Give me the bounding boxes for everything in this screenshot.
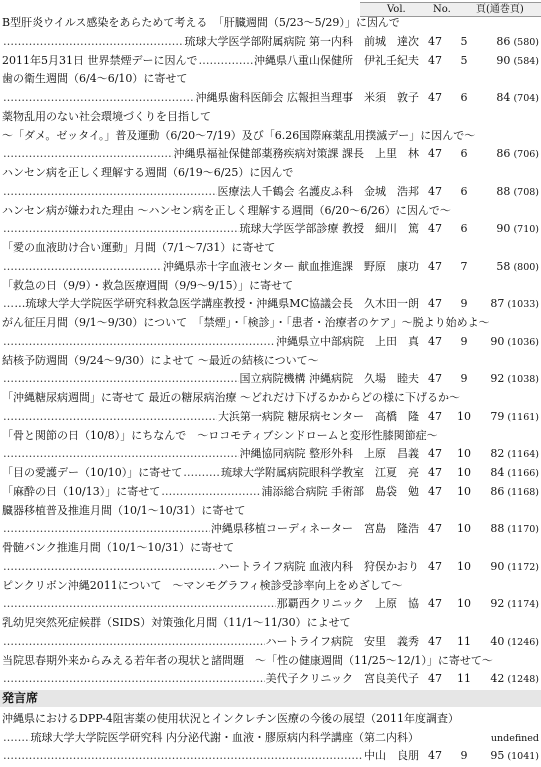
entry-no: 5 xyxy=(460,34,468,48)
entry-page-number: 86 xyxy=(496,34,511,48)
entry-vol: 47 xyxy=(428,522,442,536)
entry-author: 浦添総合病院 手術部 島袋 勉 xyxy=(261,484,419,498)
entry-no: 9 xyxy=(460,749,468,762)
entry-total-page: (1041) xyxy=(504,751,539,762)
toc-row xyxy=(2,463,539,483)
entry-no: 11 xyxy=(457,634,471,648)
entry-author: 沖縄県立中部病院 上田 真 xyxy=(276,334,419,348)
entry-line xyxy=(2,728,419,748)
toc-row xyxy=(2,557,539,577)
entry-total-page: (1166) xyxy=(504,468,539,479)
entry-title[interactable]: 当院思春期外来からみえる若年者の現状と諸問題 ～「性の健康週間（11/25～12/1）」に寄せて～ xyxy=(2,653,493,667)
leader-dots xyxy=(199,51,254,71)
entry-author: 琉球大学附属病院眼科学教室 江夏 亮 xyxy=(221,466,419,479)
entry-page-number: 92 xyxy=(490,372,505,386)
entry-no: 6 xyxy=(460,147,468,161)
entry-vol: 47 xyxy=(428,559,442,573)
entry-vol: 47 xyxy=(428,672,442,686)
entry-page xyxy=(481,557,539,577)
toc-row xyxy=(2,728,539,748)
entry-title[interactable]: 「愛の血液助け合い運動」月間（7/1～7/31）に寄せて xyxy=(2,241,276,254)
leader-dots xyxy=(3,88,195,108)
entry-vol: 47 xyxy=(428,34,442,48)
entry-title[interactable]: 歯の衛生週間（6/4～6/10）に寄せて xyxy=(2,72,188,86)
entry-total-page: (706) xyxy=(510,149,539,161)
toc-row xyxy=(2,51,539,71)
toc-row xyxy=(2,13,539,33)
entry-author: 大浜第一病院 糖尿病センター 高橋 隆 xyxy=(217,409,419,423)
entry-page-number: 86 xyxy=(490,484,505,498)
leader-dots xyxy=(3,182,217,202)
entry-page-number: 90 xyxy=(496,222,511,236)
entry-no: 9 xyxy=(460,372,468,386)
entry-no: 10 xyxy=(457,597,471,611)
leader-dots xyxy=(3,557,217,577)
entry-total-page: (800) xyxy=(510,261,539,273)
entry-page-number: 90 xyxy=(496,53,511,67)
section-title: 発言席 xyxy=(2,691,39,705)
entry-no xyxy=(457,728,471,748)
entry-vol: 47 xyxy=(428,484,442,498)
entry-page xyxy=(481,219,539,239)
leader-dots xyxy=(3,257,162,277)
toc-row xyxy=(2,444,539,464)
toc-row xyxy=(2,32,539,52)
toc-row xyxy=(2,576,539,596)
toc-row xyxy=(2,746,539,766)
entry-no: 6 xyxy=(460,222,468,236)
entry-vol: 47 xyxy=(428,53,442,67)
toc-row xyxy=(2,651,539,671)
entry-line xyxy=(2,369,419,389)
leader-dots xyxy=(3,332,275,352)
entry-page xyxy=(481,88,539,108)
entry-total-page: (710) xyxy=(510,224,539,236)
entry-no: 6 xyxy=(460,184,468,198)
entry-no: 10 xyxy=(457,409,471,423)
entry-line xyxy=(2,88,419,108)
entry-author: 那覇西クリニック 上原 協 xyxy=(276,597,419,611)
entry-line xyxy=(2,669,419,689)
entry-title[interactable]: ハンセン病が嫌われた理由 ～ハンセン病を正しく理解する週間（6/20～6/26）に因んで～ xyxy=(2,203,451,217)
entry-author: 美代子クリニック 宮良美代子 xyxy=(265,672,419,686)
entry-page-number: 84 xyxy=(490,466,505,479)
header-vol: Vol. xyxy=(387,4,406,15)
leader-dots xyxy=(3,144,173,164)
leader-dots xyxy=(3,32,184,52)
entry-vol: 47 xyxy=(428,466,442,479)
entry-author: 医療法人千鶴会 名護皮ふ科 金城 浩邦 xyxy=(217,184,419,198)
entry-author: 沖縄協同病院 整形外科 上原 昌義 xyxy=(239,447,419,461)
entry-line xyxy=(2,746,419,766)
entry-page-number: 90 xyxy=(490,334,505,348)
entry-line xyxy=(2,219,419,239)
toc-row xyxy=(2,69,539,89)
entry-line xyxy=(2,444,419,464)
leader-dots xyxy=(161,482,260,502)
entry-total-page: (580) xyxy=(510,36,539,48)
entry-no: 10 xyxy=(457,559,471,573)
toc-row xyxy=(2,313,539,333)
entry-no: 10 xyxy=(457,484,471,498)
leader-dots xyxy=(3,407,217,427)
entry-page xyxy=(481,257,539,277)
entry-title[interactable]: 骨髄バンク推進月間（10/1～10/31）に寄せて xyxy=(2,541,235,554)
entry-line xyxy=(2,632,419,652)
entry-page xyxy=(481,463,539,483)
leader-dots xyxy=(3,369,239,389)
entry-page xyxy=(481,369,539,389)
entry-page xyxy=(481,444,539,464)
entry-total-page: (1170) xyxy=(504,524,539,536)
entry-title[interactable]: 臓器移植普及推進月間（10/1～10/31）に寄せて xyxy=(2,503,246,517)
toc-row xyxy=(2,219,539,239)
entry-vol: 47 xyxy=(428,222,442,236)
leader-dots xyxy=(3,746,363,766)
entry-total-page: (708) xyxy=(510,186,539,198)
entry-total-page: (1038) xyxy=(504,374,539,386)
toc-row xyxy=(2,88,539,108)
entry-total-page: (704) xyxy=(510,93,539,104)
toc-row xyxy=(2,182,539,202)
toc-row xyxy=(2,163,539,183)
toc-row xyxy=(2,332,539,352)
entry-no: 9 xyxy=(460,334,468,348)
entry-author: 沖縄県八重山保健所 伊礼壬紀夫 xyxy=(254,53,419,67)
toc-row xyxy=(2,426,539,446)
entry-author: 沖縄県歯科医師会 広報担当理事 米須 敦子 xyxy=(195,91,419,104)
entry-page xyxy=(481,294,539,314)
leader-dots xyxy=(3,519,210,539)
entry-title[interactable]: 「目の愛護デー（10/10）」に寄せて xyxy=(2,466,183,479)
toc-row xyxy=(2,709,539,729)
toc-row xyxy=(2,538,539,558)
entry-author: 沖縄県移植コーディネーター 宮島 隆浩 xyxy=(210,522,419,536)
section-bar xyxy=(0,690,541,707)
entry-page-number: 95 xyxy=(490,749,505,762)
entry-page xyxy=(481,728,539,748)
entry-page-number: 82 xyxy=(490,447,505,461)
toc-row xyxy=(2,632,539,652)
entry-line xyxy=(2,557,419,577)
leader-dots xyxy=(3,669,265,689)
entry-page xyxy=(481,407,539,427)
toc-row xyxy=(2,257,539,277)
entry-title[interactable]: 乳幼児突然死症候群（SIDS）対策強化月間（11/1～11/30）によせて xyxy=(2,616,351,629)
leader-dots xyxy=(183,463,220,483)
entry-page xyxy=(481,482,539,502)
entry-vol: 47 xyxy=(428,184,442,198)
entry-total-page: (1246) xyxy=(504,636,539,648)
entry-no: 7 xyxy=(460,259,468,273)
entry-page-number: 90 xyxy=(490,559,505,573)
entry-title[interactable]: 「麻酔の日（10/13）」に寄せて xyxy=(2,484,161,498)
entry-no: 11 xyxy=(457,672,471,686)
entry-title[interactable]: 「沖縄糖尿病週間」に寄せて 最近の糖尿病治療 ～どれだけ下げるかからどの様に下げるか～ xyxy=(2,391,460,404)
entry-page-number: 92 xyxy=(490,597,505,611)
entry-page xyxy=(481,632,539,652)
entry-line xyxy=(2,463,419,483)
entry-page-number: 87 xyxy=(490,297,505,311)
entry-vol: 47 xyxy=(428,147,442,161)
entry-title[interactable]: がん征圧月間（9/1～9/30）について 「禁煙」・「検診」・「患者・治療者のケア」～脱より始めよ～ xyxy=(2,316,490,329)
entry-line xyxy=(2,294,419,314)
toc-row xyxy=(2,294,539,314)
entry-page-number: 79 xyxy=(490,409,505,423)
entry-line xyxy=(2,407,419,427)
entry-page-number: 88 xyxy=(496,184,511,198)
leader-dots xyxy=(3,632,265,652)
toc-row xyxy=(2,238,539,258)
toc-row xyxy=(2,388,539,408)
header-no: No. xyxy=(433,4,451,15)
entry-no: 10 xyxy=(457,466,471,479)
entry-line xyxy=(2,32,419,52)
entry-page xyxy=(481,746,539,766)
entry-author: 琉球大学大学院医学研究科 内分泌代謝・血液・膠原病内科学講座（第二内科） xyxy=(30,730,419,744)
entry-total-page: (584) xyxy=(510,55,539,67)
entry-total-page: (1036) xyxy=(504,336,539,348)
entry-line xyxy=(2,519,419,539)
entry-page-number: 88 xyxy=(490,522,505,536)
entry-vol: 47 xyxy=(428,372,442,386)
entry-author: 沖縄県福祉保健部薬務疾病対策課 課長 上里 林 xyxy=(173,147,419,161)
entry-vol: 47 xyxy=(428,91,442,104)
entry-title[interactable]: B型肝炎ウイルス感染をあらためて考える 「肝臓週間（5/23～5/29）」に因んで xyxy=(2,16,400,29)
entry-author: 沖縄県赤十字血液センター 献血推進課 野原 康功 xyxy=(162,259,419,273)
leader-dots xyxy=(3,444,239,464)
entry-page-number: 58 xyxy=(496,259,511,273)
toc-row xyxy=(2,126,539,146)
toc-row xyxy=(2,369,539,389)
entry-line xyxy=(2,144,419,164)
entry-title[interactable]: 薬物乱用のない社会環境づくりを目指して xyxy=(2,109,211,123)
entry-line xyxy=(2,257,419,277)
entry-no: 5 xyxy=(460,53,468,67)
entry-page-number: 84 xyxy=(496,91,511,104)
toc-row xyxy=(2,669,539,689)
entry-title[interactable]: ピンクリボン沖縄2011について ～マンモグラフィ検診受診率向上をめざして～ xyxy=(2,578,403,592)
entry-total-page: undefined xyxy=(490,732,539,744)
entry-total-page: (1168) xyxy=(504,486,539,498)
entry-author: 中山 良朋 xyxy=(364,749,419,762)
leader-dots xyxy=(3,294,13,314)
entry-title[interactable]: 結核予防週間（9/24～9/30）によせて ～最近の結核について～ xyxy=(2,353,319,367)
toc-row xyxy=(2,482,539,502)
entry-vol: 47 xyxy=(428,634,442,648)
leader-dots xyxy=(3,728,30,748)
entry-author: 国立病院機構 沖縄病院 久場 睦夫 xyxy=(239,372,419,386)
entry-line xyxy=(2,594,419,614)
entry-title[interactable]: 「骨と関節の日（10/8）」にちなんで ～ロコモティブシンドロームと変形性膝関節症～ xyxy=(2,428,438,442)
entry-no: 10 xyxy=(457,447,471,461)
entry-title[interactable]: ハンセン病を正しく理解する週間（6/19～6/25）に因んで xyxy=(2,166,294,179)
entry-page xyxy=(481,519,539,539)
entry-vol: 47 xyxy=(428,259,442,273)
entry-total-page: (1161) xyxy=(504,411,539,423)
leader-dots xyxy=(3,594,276,614)
entry-title[interactable]: 2011年5月31日 世界禁煙デーに因んで xyxy=(2,53,198,67)
entry-author: 琉球大学医学部診療 教授 細川 篤 xyxy=(239,222,419,236)
entry-line xyxy=(2,332,419,352)
entry-author: ハートライフ病院 安里 義秀 xyxy=(265,634,419,648)
entry-title[interactable]: ～「ダメ。ゼッタイ。」普及運動（6/20～7/19）及び「6.26国際麻薬乱用撲滅デー」に因んで～ xyxy=(2,128,476,142)
entry-vol xyxy=(425,728,445,748)
entry-title[interactable]: 沖縄県におけるDPP-4阻害薬の使用状況とインクレチン医療の今後の展望（2011年度調査） xyxy=(2,712,459,725)
toc-row xyxy=(2,613,539,633)
toc-row xyxy=(2,201,539,221)
entry-author: 琉球大学医学部附属病院 第一内科 前城 達次 xyxy=(184,34,419,48)
entry-page xyxy=(481,669,539,689)
toc-row xyxy=(2,407,539,427)
entry-line xyxy=(2,182,419,202)
entry-no: 9 xyxy=(460,297,468,311)
entry-line xyxy=(2,51,419,71)
entry-vol: 47 xyxy=(428,409,442,423)
entry-vol: 47 xyxy=(428,297,442,311)
entry-page xyxy=(481,144,539,164)
entry-page-number: 40 xyxy=(490,634,505,648)
entry-page xyxy=(481,594,539,614)
entry-page xyxy=(481,182,539,202)
entry-page xyxy=(481,32,539,52)
toc-row xyxy=(2,501,539,521)
entry-page xyxy=(481,51,539,71)
entry-author: …琉球大学大学院医学研究科救急医学講座教授・沖縄県MC協議会長 久木田一朗 xyxy=(14,297,419,311)
entry-page xyxy=(481,332,539,352)
entry-vol: 47 xyxy=(428,597,442,611)
entry-line xyxy=(2,482,419,502)
entry-author: ハートライフ病院 血液内科 狩俣かおり xyxy=(218,559,419,573)
entry-no: 10 xyxy=(457,522,471,536)
entry-page-number: 86 xyxy=(496,147,511,161)
toc-row xyxy=(2,144,539,164)
entry-page-number: 42 xyxy=(490,672,505,686)
toc-row xyxy=(2,594,539,614)
toc-row xyxy=(2,276,539,296)
entry-no: 6 xyxy=(460,91,468,104)
entry-title[interactable]: 「救急の日（9/9）・救急医療週間（9/9～9/15）」に寄せて xyxy=(2,278,294,292)
entry-vol: 47 xyxy=(428,334,442,348)
entry-total-page: (1164) xyxy=(504,449,539,461)
entry-vol: 47 xyxy=(428,749,442,762)
leader-dots xyxy=(3,219,239,239)
toc-row xyxy=(2,107,539,127)
entry-vol: 47 xyxy=(428,447,442,461)
entry-total-page: (1248) xyxy=(504,674,539,686)
toc-row xyxy=(2,519,539,539)
toc-row xyxy=(2,351,539,371)
header-page: 頁(通巻頁) xyxy=(476,4,524,15)
entry-total-page: (1174) xyxy=(504,599,539,611)
entry-total-page: (1033) xyxy=(504,299,539,311)
entry-total-page: (1172) xyxy=(504,561,539,573)
